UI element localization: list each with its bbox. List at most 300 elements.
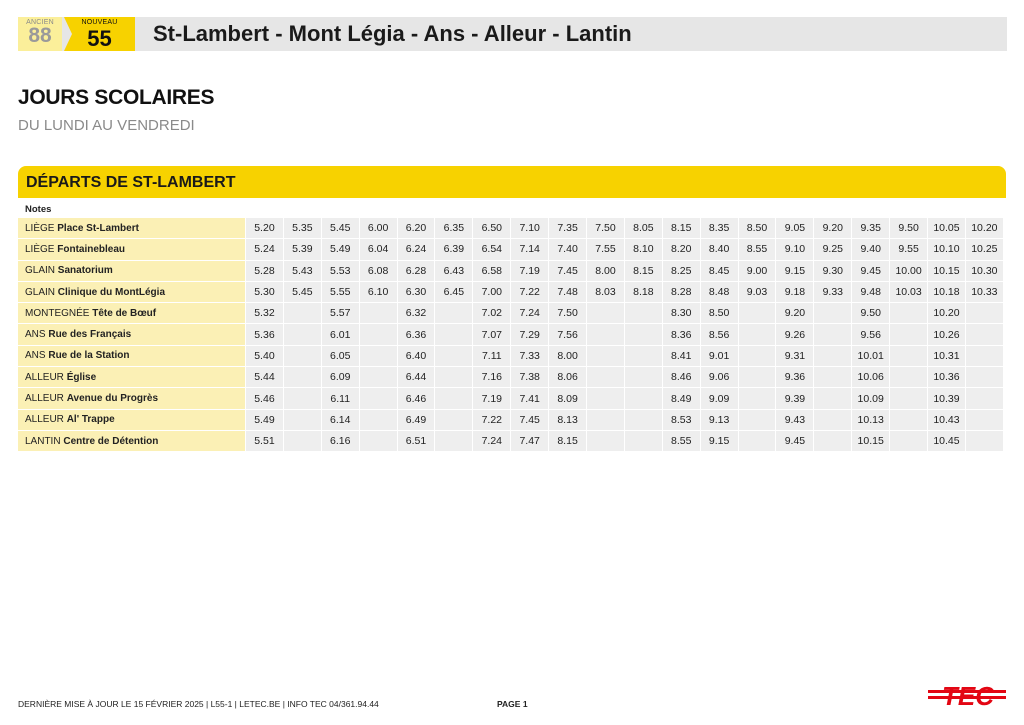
footer-info: DERNIÈRE MISE À JOUR LE 15 FÉVRIER 2025 | L55-1 | LETEC.BE | INFO TEC 04/361.94.44 [18,699,379,709]
departure-time: 6.51 [398,431,436,452]
departure-time: 9.43 [776,410,814,431]
timetable-body [18,202,1004,452]
departure-time: 6.10 [360,282,398,303]
departure-time: 7.33 [511,346,549,367]
departure-time [435,410,473,431]
departure-time: 6.32 [398,303,436,324]
notes-cell [435,202,473,218]
page-title: JOURS SCOLAIRES [18,86,215,109]
departure-time: 5.46 [246,388,284,409]
departure-time: 6.54 [473,239,511,260]
table-row [18,282,1004,303]
departure-time [587,303,625,324]
departure-time: 5.36 [246,324,284,345]
departure-time: 6.09 [322,367,360,388]
departure-time: 8.15 [625,261,663,282]
departure-time: 9.25 [814,239,852,260]
departure-time [966,388,1004,409]
tec-logo [928,679,1008,711]
departure-time: 7.22 [473,410,511,431]
departure-time: 7.38 [511,367,549,388]
departure-time: 10.13 [852,410,890,431]
departure-time: 6.00 [360,218,398,239]
departure-time [284,303,322,324]
stop-label: Al' Trappe [66,414,115,426]
departure-time [284,346,322,367]
departure-time [966,367,1004,388]
departure-time: 7.45 [511,410,549,431]
departure-time [360,303,398,324]
timetable [18,202,1004,452]
route-title: St-Lambert - Mont Légia - Ans - Alleur - Lantin [153,21,632,46]
departure-time: 8.15 [549,431,587,452]
departure-time: 7.22 [511,282,549,303]
departure-time: 7.02 [473,303,511,324]
notes-cell [814,202,852,218]
departure-time: 8.41 [663,346,701,367]
departure-time: 9.18 [776,282,814,303]
departure-time: 7.10 [511,218,549,239]
departure-time: 9.30 [814,261,852,282]
departure-time: 6.01 [322,324,360,345]
new-line-badge [64,17,135,51]
page-subtitle: DU LUNDI AU VENDREDI [18,117,195,134]
departure-time: 7.35 [549,218,587,239]
departure-time: 9.20 [814,218,852,239]
notes-label: Notes [18,202,246,218]
departure-time: 6.04 [360,239,398,260]
departure-time: 7.40 [549,239,587,260]
departure-time [739,431,777,452]
departure-time: 10.18 [928,282,966,303]
departure-time: 8.15 [663,218,701,239]
departure-time: 5.55 [322,282,360,303]
departure-time: 9.36 [776,367,814,388]
departure-time: 5.44 [246,367,284,388]
stop-name [18,388,246,409]
stop-name [18,367,246,388]
departure-time [587,431,625,452]
departure-time: 6.50 [473,218,511,239]
route-header [18,17,1007,51]
notes-cell [852,202,890,218]
table-row [18,324,1004,345]
departure-time [587,388,625,409]
departure-time: 5.28 [246,261,284,282]
departure-time: 9.10 [776,239,814,260]
departure-time: 7.07 [473,324,511,345]
departure-time [360,367,398,388]
stop-label: Église [66,371,97,383]
departure-time: 5.40 [246,346,284,367]
departure-time [890,303,928,324]
departure-time: 9.26 [776,324,814,345]
departure-time: 10.26 [928,324,966,345]
stop-name [18,303,246,324]
departure-time: 6.20 [398,218,436,239]
old-line-badge [18,17,62,51]
new-line-number: 55 [87,26,112,51]
departure-time: 8.06 [549,367,587,388]
departure-time: 5.49 [246,410,284,431]
departure-time [360,431,398,452]
departure-time: 5.30 [246,282,284,303]
departure-time: 9.39 [776,388,814,409]
departure-time: 7.14 [511,239,549,260]
departure-time [625,303,663,324]
table-row [18,431,1004,452]
departure-time: 5.39 [284,239,322,260]
departure-time: 8.56 [701,324,739,345]
departure-time: 5.57 [322,303,360,324]
departure-time: 8.53 [663,410,701,431]
departure-time: 5.45 [284,282,322,303]
stop-city: LIÈGE [25,243,55,255]
notes-cell [322,202,360,218]
departure-time [890,367,928,388]
departure-time [360,388,398,409]
notes-cell [966,202,1004,218]
departure-time: 10.15 [852,431,890,452]
stop-city: GLAIN [25,265,56,277]
departure-time: 7.50 [549,303,587,324]
departure-time: 9.20 [776,303,814,324]
departure-time [284,324,322,345]
departure-time [890,346,928,367]
stop-city: ANS [25,350,46,362]
departure-time: 10.05 [928,218,966,239]
notes-cell [625,202,663,218]
old-line-number: 88 [28,24,52,47]
departure-time [435,346,473,367]
departure-time: 6.30 [398,282,436,303]
departure-time: 10.00 [890,261,928,282]
departure-time: 6.58 [473,261,511,282]
departure-time: 10.15 [928,261,966,282]
departure-time: 9.35 [852,218,890,239]
tec-logo-text: TEC [942,681,994,711]
departure-time: 10.01 [852,346,890,367]
departure-time: 9.05 [776,218,814,239]
departure-time [587,324,625,345]
departure-time: 9.56 [852,324,890,345]
departure-time: 10.10 [928,239,966,260]
departure-time: 7.19 [511,261,549,282]
departure-time: 9.45 [852,261,890,282]
departure-time: 9.01 [701,346,739,367]
departure-time [890,324,928,345]
departure-time: 8.45 [701,261,739,282]
departure-time [814,303,852,324]
notes-cell [587,202,625,218]
departures-title: DÉPARTS DE ST-LAMBERT [26,174,236,191]
stop-city: ALLEUR [25,371,64,383]
departure-time: 8.55 [739,239,777,260]
departure-time: 7.55 [587,239,625,260]
departures-header [18,166,1006,198]
stop-name [18,410,246,431]
departure-time: 8.13 [549,410,587,431]
departure-time: 7.45 [549,261,587,282]
departure-time [587,346,625,367]
departure-time: 8.20 [663,239,701,260]
departure-time [890,431,928,452]
table-row [18,410,1004,431]
table-row [18,239,1004,260]
stop-name [18,282,246,303]
departure-time: 10.31 [928,346,966,367]
departure-time: 7.48 [549,282,587,303]
notes-cell [663,202,701,218]
departure-time [625,431,663,452]
departure-time: 7.16 [473,367,511,388]
departure-time: 5.24 [246,239,284,260]
departure-time: 8.49 [663,388,701,409]
departure-time [966,346,1004,367]
stop-name [18,239,246,260]
departure-time [587,410,625,431]
departure-time: 8.28 [663,282,701,303]
departure-time: 6.24 [398,239,436,260]
departure-time [625,410,663,431]
departure-time: 10.36 [928,367,966,388]
departure-time: 8.55 [663,431,701,452]
notes-cell [398,202,436,218]
departure-time [814,410,852,431]
departure-time [739,324,777,345]
departure-time [625,367,663,388]
departure-time [814,367,852,388]
stop-name [18,431,246,452]
departure-time: 5.45 [322,218,360,239]
departure-time: 9.48 [852,282,890,303]
departure-time: 7.19 [473,388,511,409]
departure-time: 6.43 [435,261,473,282]
departure-time: 9.40 [852,239,890,260]
departure-time: 7.50 [587,218,625,239]
departure-time: 8.00 [549,346,587,367]
stop-name [18,261,246,282]
departure-time: 5.49 [322,239,360,260]
departure-time: 9.00 [739,261,777,282]
departure-time [814,346,852,367]
departure-time [890,388,928,409]
stop-name [18,324,246,345]
departure-time: 5.51 [246,431,284,452]
stop-label: Tête de Bœuf [92,307,157,319]
departure-time: 9.31 [776,346,814,367]
departure-time: 7.41 [511,388,549,409]
notes-cell [701,202,739,218]
departure-time [284,388,322,409]
departure-time: 6.46 [398,388,436,409]
stop-city: GLAIN [25,286,56,298]
departure-time: 6.11 [322,388,360,409]
departure-time [284,410,322,431]
departure-time: 8.50 [739,218,777,239]
departure-time [625,324,663,345]
departure-time [625,388,663,409]
departure-time: 9.33 [814,282,852,303]
departure-time: 10.25 [966,239,1004,260]
stop-city: ALLEUR [25,414,64,426]
notes-cell [890,202,928,218]
departure-time: 6.28 [398,261,436,282]
departure-time [435,367,473,388]
old-line-label: ANCIEN [26,19,54,26]
departure-time: 6.49 [398,410,436,431]
departure-time: 6.05 [322,346,360,367]
departure-time: 9.13 [701,410,739,431]
notes-cell [360,202,398,218]
departure-time [814,431,852,452]
departure-time [890,410,928,431]
departure-time [966,303,1004,324]
departure-time [284,367,322,388]
stop-name [18,218,246,239]
departure-time: 7.24 [473,431,511,452]
departure-time: 10.45 [928,431,966,452]
departure-time: 7.24 [511,303,549,324]
departure-time: 8.18 [625,282,663,303]
notes-cell [739,202,777,218]
departure-time: 7.47 [511,431,549,452]
departure-time: 8.50 [701,303,739,324]
departure-time [360,324,398,345]
notes-cell [246,202,284,218]
table-row [18,367,1004,388]
departure-time [435,431,473,452]
departure-time: 10.43 [928,410,966,431]
departure-time: 5.43 [284,261,322,282]
departure-time: 8.30 [663,303,701,324]
departure-time: 9.45 [776,431,814,452]
stop-name [18,346,246,367]
departure-time: 8.00 [587,261,625,282]
departure-time [739,303,777,324]
departure-time: 5.35 [284,218,322,239]
departure-time: 10.20 [966,218,1004,239]
stop-city: ANS [25,329,46,341]
departure-time: 8.05 [625,218,663,239]
departure-time: 7.00 [473,282,511,303]
departure-time: 5.53 [322,261,360,282]
departure-time: 6.39 [435,239,473,260]
departure-time: 10.33 [966,282,1004,303]
departure-time [435,303,473,324]
stop-city: ALLEUR [25,393,64,405]
departure-time: 10.03 [890,282,928,303]
departure-time: 6.35 [435,218,473,239]
departure-time [360,346,398,367]
departure-time [966,410,1004,431]
departure-time: 8.36 [663,324,701,345]
departure-time: 8.03 [587,282,625,303]
departure-time: 9.03 [739,282,777,303]
departure-time: 8.35 [701,218,739,239]
stop-city: MONTEGNÉE [25,307,90,319]
stop-label: Fontainebleau [57,243,126,255]
departure-time [625,346,663,367]
departure-time: 10.09 [852,388,890,409]
notes-cell [776,202,814,218]
notes-row [18,202,1004,218]
new-line-label: NOUVEAU [81,19,118,26]
departure-time [966,431,1004,452]
stop-label: Rue des Français [48,329,132,341]
departure-time: 10.06 [852,367,890,388]
departure-time [814,388,852,409]
departure-time: 10.30 [966,261,1004,282]
stop-city: LANTIN [25,435,61,447]
departure-time: 8.40 [701,239,739,260]
departure-time: 9.50 [890,218,928,239]
departure-time: 8.10 [625,239,663,260]
departure-time: 6.45 [435,282,473,303]
departure-time [435,324,473,345]
departure-time [587,367,625,388]
departure-time [814,324,852,345]
stop-city: LIÈGE [25,222,55,234]
stop-label: Place St-Lambert [57,222,139,234]
departure-time: 6.44 [398,367,436,388]
stop-label: Centre de Détention [63,435,159,447]
departure-time: 8.09 [549,388,587,409]
departure-time [435,388,473,409]
departure-time: 6.08 [360,261,398,282]
departure-time [739,410,777,431]
notes-cell [928,202,966,218]
table-row [18,303,1004,324]
departure-time: 9.09 [701,388,739,409]
departure-time [739,367,777,388]
notes-cell [511,202,549,218]
table-row [18,261,1004,282]
table-row [18,388,1004,409]
departure-time: 5.20 [246,218,284,239]
departure-time: 7.56 [549,324,587,345]
departure-time: 6.14 [322,410,360,431]
departure-time: 10.39 [928,388,966,409]
notes-cell [473,202,511,218]
stop-label: Rue de la Station [48,350,130,362]
departure-time [284,431,322,452]
departure-time: 7.11 [473,346,511,367]
departure-time: 6.16 [322,431,360,452]
stop-label: Clinique du MontLégia [57,286,166,298]
departure-time [360,410,398,431]
departure-time: 6.40 [398,346,436,367]
departure-time: 8.48 [701,282,739,303]
departure-time: 5.32 [246,303,284,324]
departure-time: 6.36 [398,324,436,345]
departure-time: 9.15 [776,261,814,282]
notes-cell [549,202,587,218]
departure-time [739,388,777,409]
table-row [18,346,1004,367]
departure-time: 8.46 [663,367,701,388]
table-row [18,218,1004,239]
departure-time: 7.29 [511,324,549,345]
departure-time: 8.25 [663,261,701,282]
departure-time: 9.15 [701,431,739,452]
departure-time [739,346,777,367]
departure-time [966,324,1004,345]
notes-cell [284,202,322,218]
departure-time: 9.50 [852,303,890,324]
stop-label: Sanatorium [57,265,113,277]
departure-time: 9.55 [890,239,928,260]
